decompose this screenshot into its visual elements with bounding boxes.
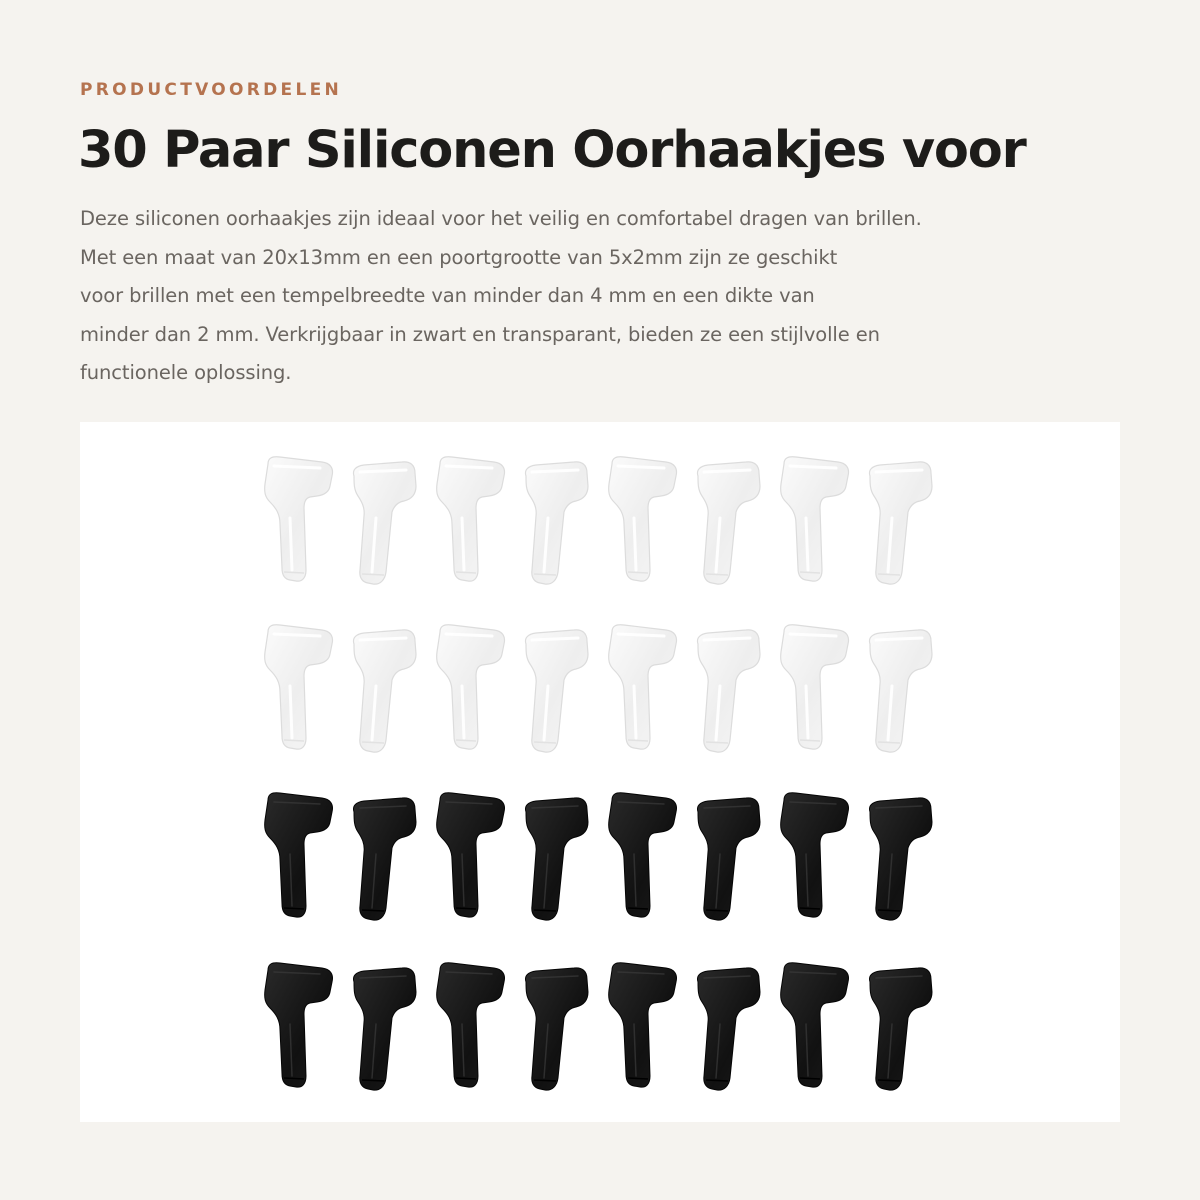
transparent-ear-hook bbox=[781, 457, 849, 581]
black-ear-hook bbox=[697, 798, 760, 920]
transparent-ear-hook bbox=[869, 630, 932, 752]
black-ear-hook bbox=[869, 798, 932, 920]
black-ear-hook bbox=[525, 968, 588, 1090]
transparent-ear-hook bbox=[609, 457, 677, 581]
black-ear-hook bbox=[609, 963, 677, 1087]
black-ear-hook bbox=[697, 968, 760, 1090]
black-ear-hook bbox=[781, 963, 849, 1087]
black-ear-hook bbox=[265, 793, 333, 917]
black-ear-hook bbox=[353, 798, 416, 920]
product-image bbox=[80, 422, 1120, 1122]
product-title: 30 Paar Siliconen Oorhaakjes voor bbox=[78, 121, 1026, 180]
transparent-ear-hook bbox=[697, 462, 760, 584]
black-ear-hook bbox=[525, 798, 588, 920]
transparent-ear-hook bbox=[869, 462, 932, 584]
transparent-ear-hook bbox=[697, 630, 760, 752]
product-description bbox=[80, 200, 1140, 393]
transparent-ear-hook bbox=[353, 630, 416, 752]
black-ear-hook bbox=[437, 963, 505, 1087]
transparent-ear-hook bbox=[437, 457, 505, 581]
transparent-ear-hook bbox=[265, 457, 333, 581]
black-ear-hook bbox=[265, 963, 333, 1087]
description-line: functionele oplossing. bbox=[80, 361, 292, 384]
transparent-ear-hook bbox=[525, 630, 588, 752]
transparent-ear-hook bbox=[525, 462, 588, 584]
description-line: Met een maat van 20x13mm en een poortgrootte van 5x2mm zijn ze geschikt bbox=[80, 245, 838, 269]
transparent-ear-hook bbox=[265, 625, 333, 749]
black-ear-hook bbox=[437, 793, 505, 917]
transparent-ear-hook bbox=[609, 625, 677, 749]
black-ear-hook bbox=[869, 968, 932, 1090]
description-line: voor brillen met een tempelbreedte van minder dan 4 mm en een dikte van bbox=[80, 284, 815, 307]
black-ear-hook bbox=[609, 793, 677, 917]
transparent-ear-hook bbox=[437, 625, 505, 749]
description-line: minder dan 2 mm. Verkrijgbaar in zwart en transparant, bieden ze een stijlvolle en bbox=[80, 322, 880, 346]
description-line: Deze siliconen oorhaakjes zijn ideaal voor het veilig en comfortabel dragen van brillen. bbox=[80, 207, 922, 230]
transparent-ear-hook bbox=[353, 462, 416, 584]
ear-hooks-illustration bbox=[80, 422, 1120, 1122]
section-eyebrow: PRODUCTVOORDELEN bbox=[80, 80, 343, 100]
black-ear-hook bbox=[353, 968, 416, 1090]
black-ear-hook bbox=[781, 793, 849, 917]
transparent-ear-hook bbox=[781, 625, 849, 749]
hooks-grid bbox=[265, 457, 932, 1090]
